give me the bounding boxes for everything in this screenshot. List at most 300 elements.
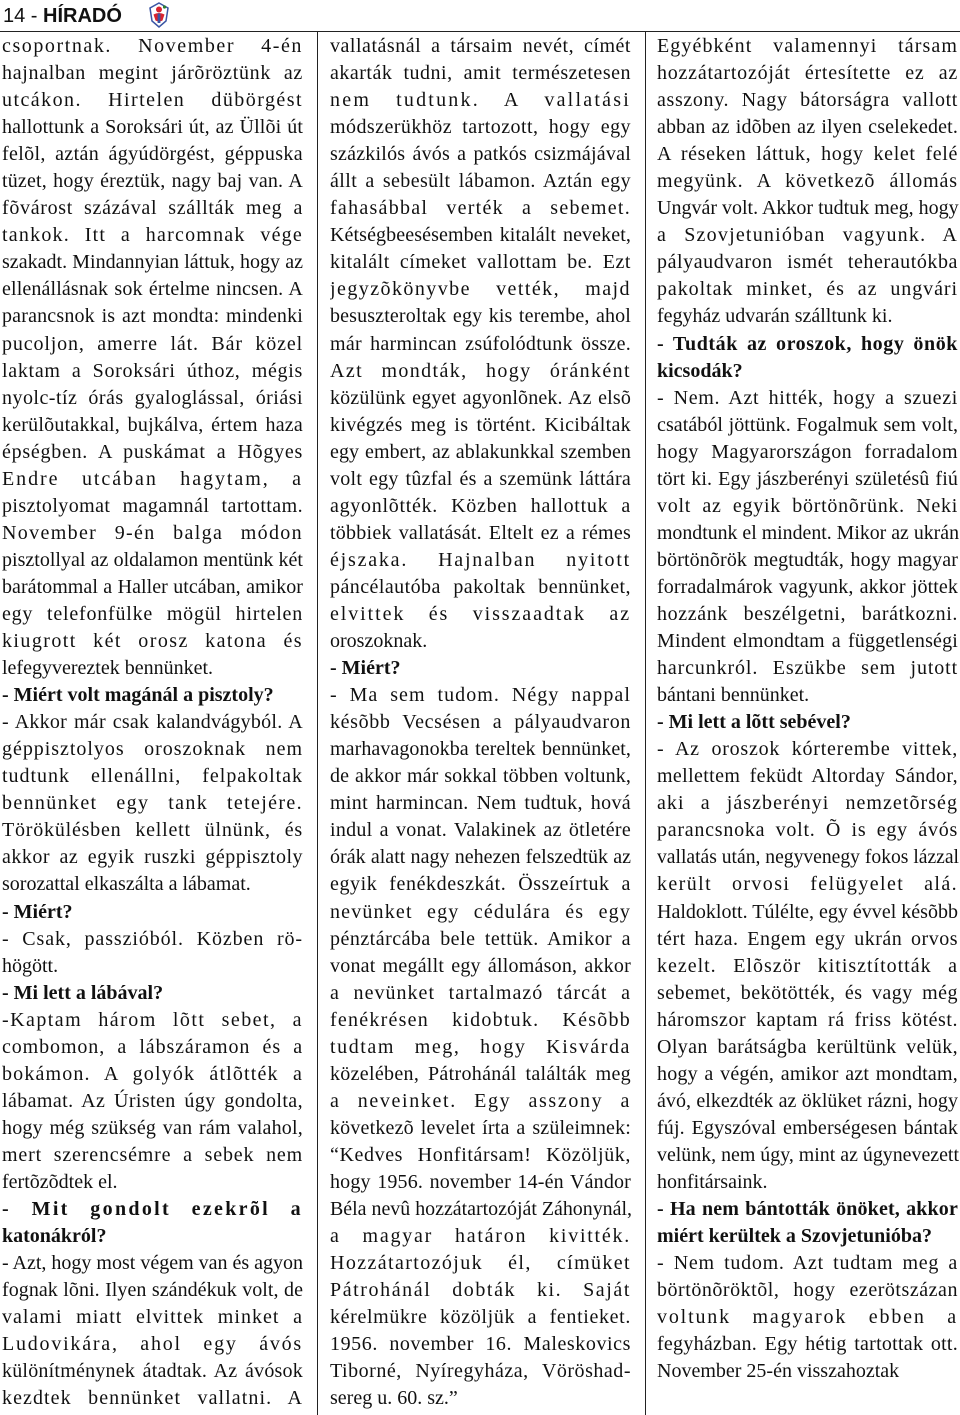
answer-paragraph: [657, 1250, 959, 1385]
article-line: [657, 1088, 959, 1115]
question-paragraph: [657, 1196, 959, 1250]
line-text: utcákon. Hirtelen dübörgést: [2, 89, 303, 112]
line-text: akarták tudni, amit természetesen: [330, 62, 631, 85]
article-line: [657, 276, 959, 303]
line-text: tudtunk ellenállni, felpakoltak: [2, 765, 303, 788]
line-text: már harmincan zsúfolódtunk össze.: [330, 332, 631, 355]
article-line: [330, 439, 632, 466]
line-text: fõvárost százával szállták meg a: [2, 197, 303, 220]
line-text: akkor az egyik ruszki géppisztoly: [2, 846, 303, 869]
line-text: - Miért volt magánál a pisztoly?: [2, 684, 274, 707]
line-text: módszerükhöz tartozott, hogy egy: [330, 116, 631, 139]
article-line: [2, 1061, 304, 1088]
article-line: [2, 439, 304, 466]
answer-paragraph: [657, 736, 959, 1196]
article-line: [2, 1142, 304, 1169]
line-text: a Szovjetunióban vagyunk. A: [657, 224, 958, 247]
line-text: Tiborné, Nyíregyháza, Vöröshad-: [330, 1360, 631, 1383]
article-line: [657, 871, 959, 898]
line-text: Pátrohánál dobták ki. Saját: [330, 1279, 631, 1302]
line-text: egyik fenékdeszkát. Összeírtuk a: [330, 873, 631, 896]
line-text: kiugrott két orosz katona és: [2, 630, 303, 653]
article-line: [330, 763, 632, 790]
article-line: [657, 574, 959, 601]
line-text: megyünk. A következõ állomás: [657, 170, 958, 193]
line-text: késõbb Vecsésen a pályaudvaron: [330, 711, 631, 734]
article-line: [2, 412, 304, 439]
article-line: [657, 385, 959, 412]
line-text: November 9-én balga módon: [2, 521, 303, 544]
article-line: [657, 1034, 959, 1061]
article-line: [2, 763, 304, 790]
line-text: harcunkról. Eszükbe sem jutott: [657, 657, 958, 680]
section-title: HÍRADÓ: [43, 5, 122, 27]
article-line: [330, 1169, 632, 1196]
article-line: [657, 763, 959, 790]
line-text: kivégzés meg is történt. Kicibáltak: [330, 413, 631, 436]
line-text: Hozzátartozójuk él, címüket: [330, 1252, 631, 1275]
line-text: velünk, nem úgy, mint az úgynevezett: [657, 1143, 959, 1166]
line-text: valami miatt elvittek minket a: [2, 1306, 303, 1329]
line-text: fúj. Egyszóval emberségesen bántak: [657, 1116, 958, 1139]
article-line: [2, 871, 304, 898]
article-line: [2, 601, 304, 628]
line-text: fertõzõdtek el.: [2, 1170, 118, 1193]
line-text: -Kaptam három lõtt sebet, a: [2, 1008, 303, 1031]
page-number: 14 -: [3, 5, 38, 27]
article-line: [2, 358, 304, 385]
article-line: [2, 574, 304, 601]
article-line: [330, 899, 632, 926]
line-text: voltunk magyarok ebben a: [657, 1306, 958, 1329]
line-text: pisztolyomat magamnál tartottam.: [2, 494, 303, 517]
article-line: [330, 980, 632, 1007]
line-text: Haldoklott. Túlélte, egy évvel késõbb: [657, 900, 958, 923]
article-line: [657, 899, 959, 926]
article-line: [657, 1277, 959, 1304]
line-text: fegyház udvarán szálltunk ki.: [657, 305, 893, 328]
line-text: - Tudták az oroszok, hogy önök: [657, 332, 958, 355]
article-line: [330, 736, 632, 763]
article-line: [2, 844, 304, 871]
article-line: [2, 628, 304, 655]
line-text: - Azt, hogy most végem van és agyon: [2, 1252, 304, 1275]
article-line: [657, 1331, 959, 1358]
article-line: [330, 412, 632, 439]
answer-paragraph: [2, 1250, 304, 1412]
article-line: [2, 520, 304, 547]
line-text: pénztárcába bele tettük. Amikor a: [330, 927, 631, 950]
line-text: órák alatt nagy nehezen felszedtük az: [330, 846, 631, 869]
article-line: [330, 249, 632, 276]
line-text: Endre utcában hagytam, a: [2, 467, 303, 490]
question-paragraph: [2, 682, 304, 709]
line-text: pakoltak minket, és az ungvári: [657, 278, 958, 301]
line-text: ellenállásnak sok értelme nincsen. A: [2, 278, 303, 301]
line-text: felõl, aztán ágyúdörgést, géppuska: [2, 143, 303, 166]
line-text: a magyar határon kivitték.: [330, 1225, 631, 1248]
line-text: hogy a végén, amikor azt mondtam,: [657, 1062, 958, 1085]
line-text: börtönõröktõl, hogy ezerötszázan: [657, 1279, 958, 1302]
article-line: [657, 1196, 959, 1223]
article-line: [330, 358, 632, 385]
question-paragraph: [2, 980, 304, 1007]
line-text: de akkor már sokkal többen voltunk,: [330, 765, 631, 788]
article-line: [330, 655, 632, 682]
line-text: - Mit gondolt ezekrõl a: [2, 1198, 303, 1221]
line-text: pisztollyal az oldalamon mentünk két: [2, 548, 303, 571]
line-text: indul a vonat. Valakinek az ötletére: [330, 819, 631, 842]
line-text: - Ha nem bántották önöket, akkor: [657, 1198, 958, 1221]
line-text: Mindent elmondtam a függetlenségi: [657, 630, 958, 653]
article-line: [657, 1115, 959, 1142]
article-line: [2, 1304, 304, 1331]
question-paragraph: [657, 331, 959, 385]
line-text: - Miért?: [330, 657, 401, 680]
article-line: [657, 628, 959, 655]
article-line: [330, 547, 632, 574]
line-text: hajnalban megint járõröztünk az: [2, 62, 303, 85]
article-line: [657, 412, 959, 439]
line-text: páncélautóba pakoltak bennünket,: [330, 575, 631, 598]
question-paragraph: [2, 899, 304, 926]
article-line: [657, 547, 959, 574]
line-text: oroszoknak.: [330, 630, 428, 653]
line-text: elvittek és visszaadtak az: [330, 602, 631, 625]
article-line: [330, 466, 632, 493]
article-line: [2, 1196, 304, 1223]
line-text: Béla nevû hozzátartozóját Záhonynál,: [330, 1198, 632, 1221]
article-line: [330, 628, 632, 655]
article-line: [330, 709, 632, 736]
line-text: volt egy tûzfal és a szemünk láttára: [330, 467, 631, 490]
line-text: Egyébként valamennyi társam: [657, 35, 958, 57]
article-line: [657, 655, 959, 682]
article-line: [2, 114, 304, 141]
article-line: [657, 168, 959, 195]
article-line: [657, 141, 959, 168]
article-line: [2, 1007, 304, 1034]
article-line: [2, 736, 304, 763]
line-text: egy embert, az ablakunkkal szemben: [330, 440, 631, 463]
article-line: [657, 195, 959, 222]
article-line: [2, 1331, 304, 1358]
article-line: [330, 493, 632, 520]
line-text: fegyházban. Egy hétig tartottak ott.: [657, 1333, 958, 1356]
article-line: [657, 114, 959, 141]
line-text: különítménynek átadtak. Az ávósok: [2, 1360, 303, 1383]
article-line: [330, 33, 632, 60]
article-line: [330, 1358, 632, 1385]
article-line: [657, 331, 959, 358]
line-text: 1956. november 16. Maleskovics: [330, 1333, 631, 1356]
article-line: [2, 547, 304, 574]
column-divider: [645, 31, 646, 1415]
article-line: [657, 1358, 959, 1385]
article-line: [330, 87, 632, 114]
line-text: combomon, a lábszáramon és a: [2, 1035, 303, 1058]
article-line: [2, 980, 304, 1007]
line-text: tért haza. Engem egy ukrán orvos: [657, 927, 958, 950]
line-text: fognak lõni. Ilyen szándékuk volt, de: [2, 1279, 303, 1302]
article-line: [2, 1385, 304, 1412]
article-line: [657, 249, 959, 276]
article-line: [2, 682, 304, 709]
line-text: tudtam meg, hogy Kisvárda: [330, 1035, 631, 1058]
line-text: - Csak, passzióból. Közben rö-: [2, 927, 303, 950]
article-line: [2, 276, 304, 303]
line-text: volt az egyik börtönõrünk. Neki: [657, 494, 958, 517]
article-line: [330, 871, 632, 898]
article-line: [2, 331, 304, 358]
article-line: [330, 1142, 632, 1169]
answer-paragraph: [657, 33, 959, 331]
line-text: Törökülésben kellett ülnünk, és: [2, 819, 303, 842]
line-text: vallatásnál a társaim nevét, címét: [330, 35, 631, 57]
article-line: [330, 303, 632, 330]
article-line: [2, 790, 304, 817]
line-text: épségben. A puskámat a Hõgyes: [2, 440, 303, 463]
line-text: nem tudtunk. A vallatási: [330, 89, 631, 112]
column-divider: [317, 31, 318, 1415]
article-line: [330, 953, 632, 980]
line-text: hogy Magyarországon forradalom: [657, 440, 958, 463]
article-line: [657, 953, 959, 980]
column-3: [657, 33, 959, 1385]
article-line: [657, 439, 959, 466]
line-text: közelében, Pátrohánál találták meg: [330, 1062, 631, 1085]
line-text: mint harmincan. Nem tudtuk, hová: [330, 792, 631, 815]
line-text: közülünk egyet agyonlõnek. Az elsõ: [330, 386, 631, 409]
line-text: nyolc-tíz órás gyaloglással, óriási: [2, 386, 303, 409]
article-line: [2, 1115, 304, 1142]
article-line: [2, 1034, 304, 1061]
article-line: [330, 168, 632, 195]
article-line: [2, 817, 304, 844]
article-line: [330, 926, 632, 953]
article-line: [330, 601, 632, 628]
line-text: háromszor kaptam rá friss kötést.: [657, 1008, 958, 1031]
line-text: hozzátartozóját értesítette ez az: [657, 62, 958, 85]
article-line: [657, 303, 959, 330]
line-text: sorozattal elkaszálta a lábamat.: [2, 873, 251, 896]
article-line: [657, 601, 959, 628]
answer-paragraph: [2, 926, 304, 980]
article-line: [2, 33, 304, 60]
line-text: tört ki. Egy jászberényi születésû fiú: [657, 467, 958, 490]
article-line: [657, 790, 959, 817]
article-line: [330, 1223, 632, 1250]
article-line: [330, 1250, 632, 1277]
line-text: kitalált címeket vallottam be. Ezt: [330, 251, 631, 274]
line-text: éjszaka. Hajnalban nyitott: [330, 548, 631, 571]
line-text: - Akkor már csak kalandvágyból. A: [2, 711, 303, 734]
article-line: [330, 385, 632, 412]
line-text: aki a jászberényi nemzetõrség: [657, 792, 958, 815]
line-text: hogy még szükség van rám valahol,: [2, 1116, 303, 1139]
line-text: bennünket egy tank tetejére.: [2, 792, 303, 815]
article-line: [2, 1250, 304, 1277]
line-text: katonákról?: [2, 1225, 107, 1248]
article-line: [657, 1250, 959, 1277]
article-line: [330, 790, 632, 817]
article-line: [2, 1169, 304, 1196]
line-text: - Nem tudom. Azt tudtam meg a: [657, 1252, 958, 1275]
line-text: állt a sebesült lábamon. Aztán egy: [330, 170, 631, 193]
article-line: [2, 1358, 304, 1385]
article-line: [330, 1088, 632, 1115]
article-line: [2, 655, 304, 682]
column-1: [2, 33, 304, 1412]
line-text: géppisztolyos oroszoknak nem: [2, 738, 303, 761]
answer-paragraph: [657, 385, 959, 710]
line-text: barátommal a Haller utcában, amikor: [2, 575, 303, 598]
line-text: bántani bennünket.: [657, 684, 810, 707]
line-text: högött.: [2, 954, 59, 977]
line-text: jegyzõkönyvbe vették, majd: [330, 278, 631, 301]
article-line: [2, 1088, 304, 1115]
article-line: [657, 1142, 959, 1169]
answer-paragraph: [330, 33, 632, 655]
article-line: [657, 33, 959, 60]
line-text: tankok. Itt a harcomnak vége: [2, 224, 303, 247]
line-text: fenékrésen kidobtuk. Késõbb: [330, 1008, 631, 1031]
line-text: Olyan barátságba kerültünk velük,: [657, 1035, 958, 1058]
article-line: [330, 1304, 632, 1331]
article-line: [657, 1169, 959, 1196]
line-text: a neveinket. Egy asszony a: [330, 1089, 631, 1112]
article-line: [657, 844, 959, 871]
line-text: November 25-én visszahoztak: [657, 1360, 900, 1383]
line-text: került orvosi felügyelet alá.: [657, 873, 958, 896]
article-line: [2, 466, 304, 493]
line-text: pucoljon, amerre lát. Bár közel: [2, 332, 303, 355]
article-line: [2, 195, 304, 222]
article-line: [2, 141, 304, 168]
line-text: miért kerültek a Szovjetunióba?: [657, 1225, 932, 1248]
line-text: Ungvár volt. Akkor tudtuk meg, hogy: [657, 197, 959, 220]
line-text: - Nem. Azt hitték, hogy a szuezi: [657, 386, 958, 409]
line-text: mellettem feküdt Altorday Sándor,: [657, 765, 958, 788]
line-text: abban az idõben az ilyen cselekedet.: [657, 116, 958, 139]
column-2: [330, 33, 632, 1412]
article-line: [657, 1304, 959, 1331]
line-text: pályaudvaron ismét teherautókba: [657, 251, 958, 274]
article-line: [330, 817, 632, 844]
line-text: hogy 1956. november 14-én Vándor: [330, 1170, 631, 1193]
line-text: kérelmükre közöljük a fentieket.: [330, 1306, 631, 1329]
line-text: egy telefonfülke mögül hirtelen: [2, 602, 303, 625]
article-line: [657, 60, 959, 87]
line-text: csatából jöttünk. Fogalmuk sem volt,: [657, 413, 958, 436]
line-text: kezelt. Elõször kitisztították a: [657, 954, 958, 977]
article-line: [2, 60, 304, 87]
header-rule: [0, 31, 960, 32]
article-line: [657, 736, 959, 763]
line-text: Azt mondták, hogy óránként: [330, 359, 631, 382]
article-line: [2, 87, 304, 114]
line-text: - Ma sem tudom. Négy nappal: [330, 684, 631, 707]
line-text: kezdtek bennünket vallatni. A: [2, 1387, 303, 1410]
line-text: vallatás után, negyvenegy fokos lázzal: [657, 846, 959, 869]
line-text: “Kedves Honfitársam! Közöljük,: [330, 1143, 631, 1166]
question-paragraph: [657, 709, 959, 736]
article-line: [330, 60, 632, 87]
line-text: hozzánk beszélgetni, barátkozni.: [657, 602, 958, 625]
article-line: [2, 249, 304, 276]
article-line: [330, 331, 632, 358]
article-line: [2, 385, 304, 412]
line-text: kicsodák?: [657, 359, 743, 382]
line-text: sereg u. 60. sz.”: [330, 1387, 458, 1410]
article-line: [2, 926, 304, 953]
article-line: [657, 358, 959, 385]
line-text: laktam a Soroksári úthoz, mégis: [2, 359, 303, 382]
line-text: Kétségbeesésemben kitalált neveket,: [330, 224, 631, 247]
article-line: [330, 141, 632, 168]
line-text: forradalmárok vagyunk, akkor jöttek: [657, 575, 958, 598]
line-text: - Az oroszok kórterembe vittek,: [657, 738, 958, 761]
article-line: [330, 1034, 632, 1061]
line-text: lábamat. Az Úristen úgy gondolta,: [2, 1089, 303, 1112]
line-text: - Miért?: [2, 900, 73, 923]
line-text: sebemet, bekötötték, és vagy még: [657, 981, 958, 1004]
line-text: tüzet, hogy éreztük, nagy baj van. A: [2, 170, 303, 193]
answer-paragraph: [2, 709, 304, 898]
article-line: [2, 168, 304, 195]
line-text: nevünket egy cédulára és egy: [330, 900, 631, 923]
page-header: [3, 2, 122, 30]
article-line: [657, 222, 959, 249]
article-line: [657, 1223, 959, 1250]
answer-paragraph: [2, 33, 304, 682]
article-line: [657, 466, 959, 493]
article-line: [330, 114, 632, 141]
question-paragraph: [330, 655, 632, 682]
question-paragraph: [2, 1196, 304, 1250]
article-line: [2, 709, 304, 736]
article-line: [2, 222, 304, 249]
line-text: agyonlõtték. Közben hallottuk a: [330, 494, 631, 517]
line-text: A réseken láttuk, hogy kelet felé: [657, 143, 958, 166]
line-text: szakadt. Mindannyian láttuk, hogy az: [2, 251, 303, 274]
article-line: [330, 574, 632, 601]
article-line: [657, 1007, 959, 1034]
emblem-icon: [148, 2, 170, 28]
line-text: - Mi lett a lábával?: [2, 981, 164, 1004]
line-text: parancsnok is azt mondta: mindenki: [2, 305, 303, 328]
line-text: fahasábbal verték a sebemet.: [330, 197, 631, 220]
line-text: ávó, elkezdték az öklüket rázni, hogy: [657, 1089, 958, 1112]
line-text: mert szerencsémre a sebek nem: [2, 1143, 303, 1166]
article-line: [330, 682, 632, 709]
article-line: [2, 953, 304, 980]
article-line: [330, 1331, 632, 1358]
article-line: [2, 899, 304, 926]
line-text: marhavagonokba tereltek bennünket,: [330, 738, 631, 761]
line-text: börtönõrök megtudták, hogy magyar: [657, 548, 958, 571]
article-line: [657, 926, 959, 953]
article-line: [330, 1277, 632, 1304]
line-text: hallottunk a Soroksári út, az Üllõi út: [2, 116, 303, 139]
article-line: [330, 1385, 632, 1412]
article-line: [2, 1277, 304, 1304]
article-line: [657, 709, 959, 736]
article-line: [657, 980, 959, 1007]
article-line: [330, 1115, 632, 1142]
article-line: [330, 1007, 632, 1034]
article-line: [657, 493, 959, 520]
